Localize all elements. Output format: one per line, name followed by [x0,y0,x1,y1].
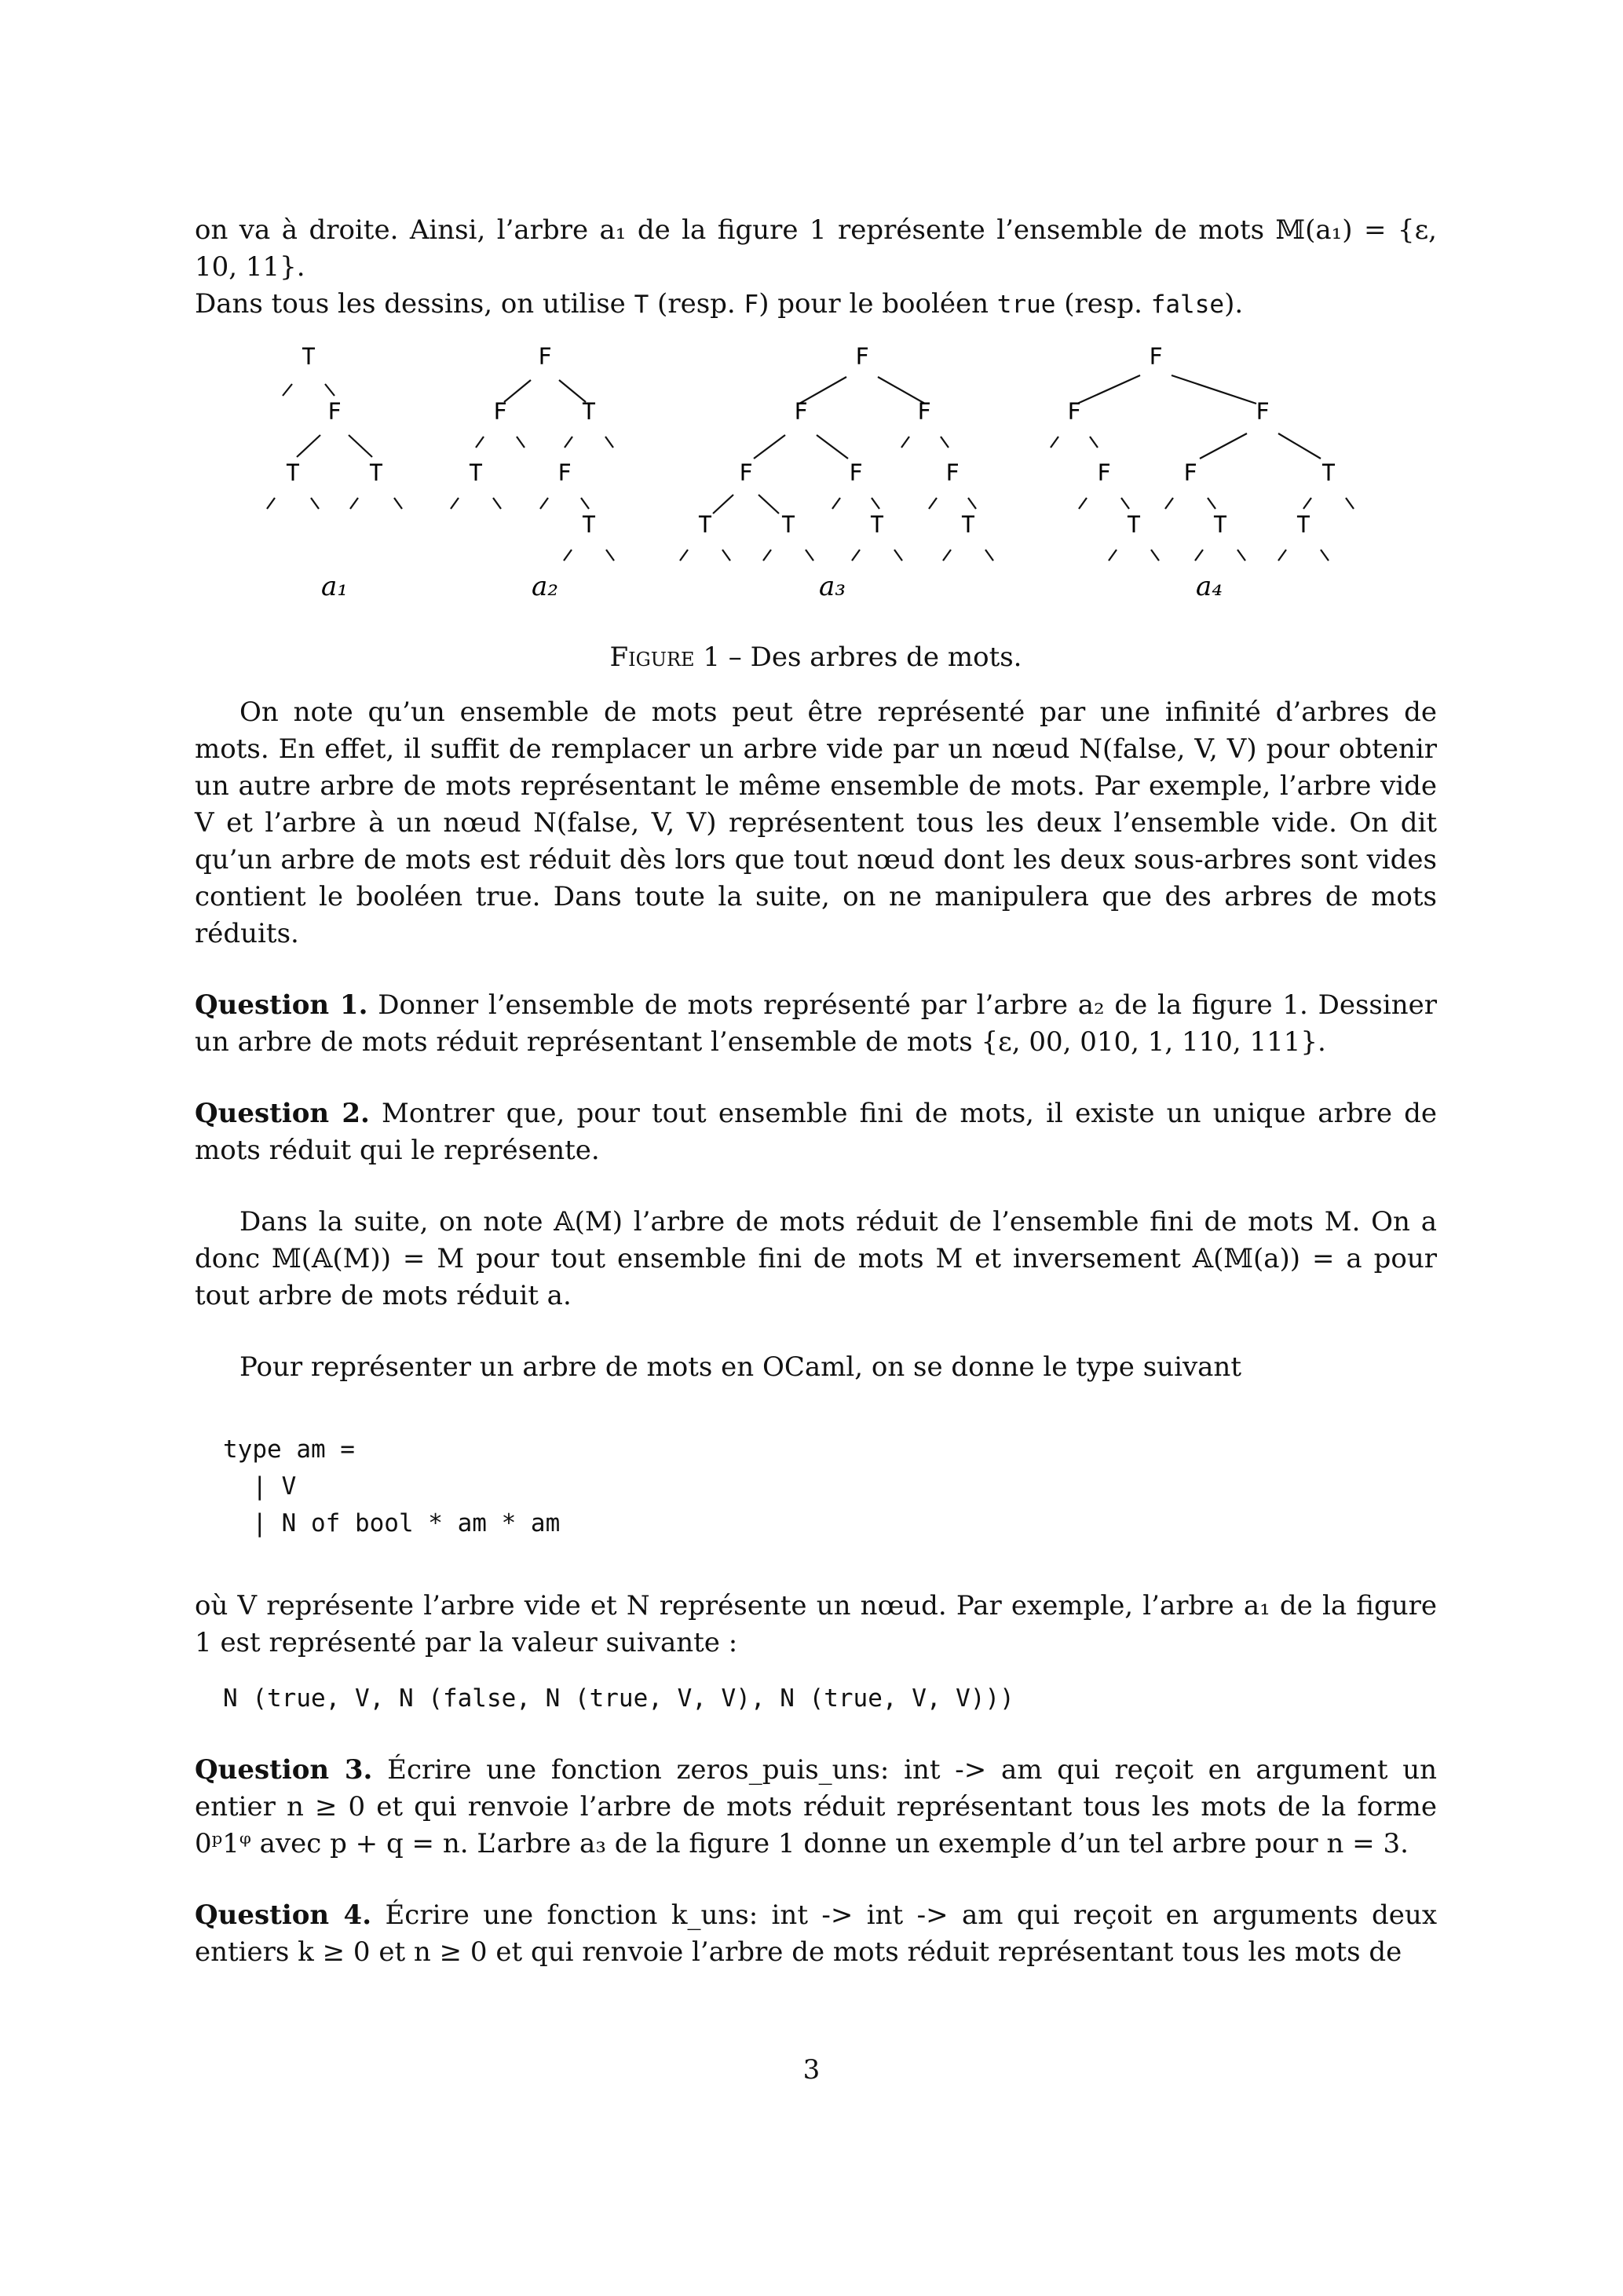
tree-node: F [538,343,552,370]
tree-node: T [582,398,596,425]
tree-node: T [961,511,975,538]
page-number: 3 [802,2054,821,2086]
tree-node: T [469,459,483,486]
intro-line-1: on va à droite. Ainsi, l’arbre a₁ de la figure 1 représente l’ensemble de mots 𝕄(a₁) = {ε, 10, 11}. [195,214,1437,283]
trees-figure [195,341,1437,600]
tree-a1 [267,343,402,509]
tree-node: T [369,459,383,486]
tree-node: F [794,398,808,425]
tree-node: T [1213,511,1227,538]
paragraph-reduced-trees: On note qu’un ensemble de mots peut être représenté par une infinité d’arbres de mots. En effet, il suffit de remplacer un arbre vide par un nœud N(false, V, V) pour obtenir un autre arbre de mots représentant le même ensemble de mots. Par exemple, l’arbre vide V et l’arbre à un nœud N(false, V, V) représentent tous les deux l’ensemble vide. On dit qu’un arbre de mots est réduit dès lors que tout nœud dont les deux sous-arbres sont vides contient le booléen true. Dans toute la suite, on ne manipulera que des arbres de mots réduits. [195,696,1437,949]
tree-node: T [286,459,300,486]
tree-node: F [1183,459,1197,486]
tree-node: T [582,511,596,538]
tree-node: T [302,343,316,370]
code-type-am: type am = | V | N of bool * am * am [223,1435,561,1537]
paragraph-ocaml-intro: Pour représenter un arbre de mots en OCaml, on se donne le type suivant [239,1351,1241,1383]
tree-node: F [849,459,863,486]
tree-node: F [327,398,342,425]
tree-node: T [1321,459,1336,486]
tree-a3 [680,343,993,561]
tree-node: T [1296,511,1310,538]
tree-node: F [917,398,931,425]
tree-node: F [739,459,753,486]
tree-node: F [557,459,572,486]
figure-1 [195,341,1437,694]
tree-node: F [493,398,507,425]
tree-node: T [781,511,795,538]
question-2: Question 2. Montrer que, pour tout ensemble fini de mots, il existe un unique arbre de mots réduit qui le représente. [195,1098,1438,1166]
tree-node: T [1127,511,1141,538]
tree-node: T [698,511,712,538]
tree-node: F [1256,398,1270,425]
tree-node: F [855,343,869,370]
paragraph-notation: Dans la suite, on note 𝔸(M) l’arbre de mots réduit de l’ensemble fini de mots M. On a donc 𝕄(𝔸(M)) = M pour tout ensemble fini de mots M et inversement 𝔸(𝕄(a)) = a pour tout arbre de mots réduit a. [195,1206,1437,1311]
intro-line-2: Dans tous les dessins, on utilise T (resp. F) pour le booléen true (resp. false). [195,288,1244,320]
tree-node: F [1149,343,1163,370]
tree-label-a3: a₃ [819,571,846,600]
tree-node: T [870,511,884,538]
tree-a4 [1051,343,1354,561]
tree-node: F [945,459,960,486]
tree-node: F [1067,398,1081,425]
tree-label-a4: a₄ [1196,571,1223,600]
question-3: Question 3. Écrire une fonction zeros_puis_uns: int -> am qui reçoit en argument un entier n ≥ 0 et qui renvoie l’arbre de mots réduit représentant tous les mots de la forme 0ᵖ1ᵠ avec p + q = n. L’arbre a₃ de la figure 1 donne un exemple d’un tel arbre pour n = 3. [195,1754,1438,1859]
tree-label-a1: a₁ [321,571,348,600]
page-content [195,212,1437,1971]
paragraph-example-value: où V représente l’arbre vide et N représente un nœud. Par exemple, l’arbre a₁ de la figure 1 est représenté par la valeur suivante : [195,1590,1437,1658]
tree-node: F [1097,459,1111,486]
tree-a2 [451,343,614,561]
code-value-a1: N (true, V, N (false, N (true, V, V), N (true, V, V))) [223,1684,1014,1713]
question-1: Question 1. Donner l’ensemble de mots représenté par l’arbre a₂ de la figure 1. Dessiner un arbre de mots réduit représentant l’ensemble de mots {ε, 00, 010, 1, 110, 111}. [195,989,1438,1058]
figure-caption: Figure 1 – Des arbres de mots. [609,642,1022,673]
question-4: Question 4. Écrire une fonction k_uns: int -> int -> am qui reçoit en arguments deux entiers k ≥ 0 et n ≥ 0 et qui renvoie l’arbre de mots réduit représentant tous les mots de [195,1899,1437,1968]
tree-label-a2: a₂ [532,571,558,600]
